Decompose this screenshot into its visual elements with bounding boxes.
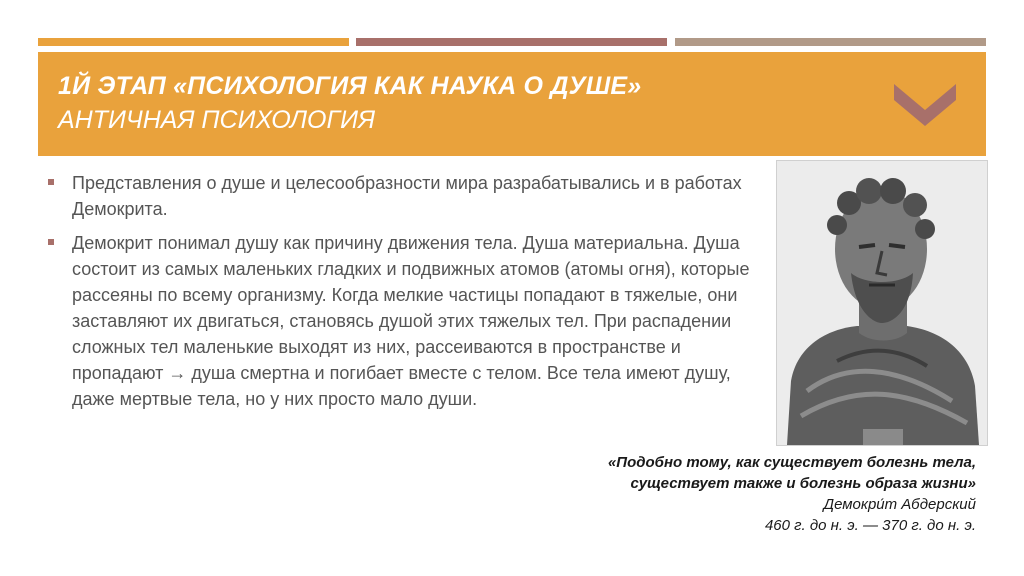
slide-title: 1Й ЭТАП «ПСИХОЛОГИЯ КАК НАУКА О ДУШЕ» <box>58 72 642 100</box>
quote-line-2: существует также и болезнь образа жизни» <box>630 475 976 492</box>
quote-block <box>456 452 976 536</box>
democritus-bust-image <box>776 160 988 446</box>
list-item <box>38 170 768 222</box>
top-bar-brown <box>356 38 667 46</box>
chevron-down-icon <box>890 70 960 140</box>
quote-line-1: «Подобно тому, как существует болезнь тела, <box>607 454 976 471</box>
decorative-top-bars <box>38 38 986 48</box>
top-bar-orange <box>38 38 349 46</box>
top-bar-taupe <box>675 38 986 46</box>
bullet-list <box>38 170 768 420</box>
slide-subtitle: АНТИЧНАЯ ПСИХОЛОГИЯ <box>58 106 376 134</box>
bullet-marker <box>48 179 54 185</box>
bullet-marker <box>48 239 54 245</box>
title-banner <box>38 52 986 156</box>
list-item <box>38 230 768 412</box>
bullet-text: Представления о душе и целесообразности мира разрабатывались и в работах Демокрита. <box>72 173 742 219</box>
quote-author: Демокри́т Абдерский <box>823 496 976 513</box>
quote-dates: 460 г. до н. э. — 370 г. до н. э. <box>764 517 976 534</box>
bullet-text: Демокрит понимал душу как причину движения тела. Душа материальна. Душа состоит из самых маленьких гладких и подвижных атомов (атомы огня), которые рассеяны по всему организму. Когда мелкие частицы попадают в тяжелые, они заставляют их двигаться, становясь душой этих тяжелых тел. При распадении сложных тел маленькие выходят из них, рассеиваются в пространстве и пропадают → душа смертна и погибает вместе с телом. Все тела имеют душу, даже мертвые тела, но у них просто мало души. <box>72 233 750 409</box>
